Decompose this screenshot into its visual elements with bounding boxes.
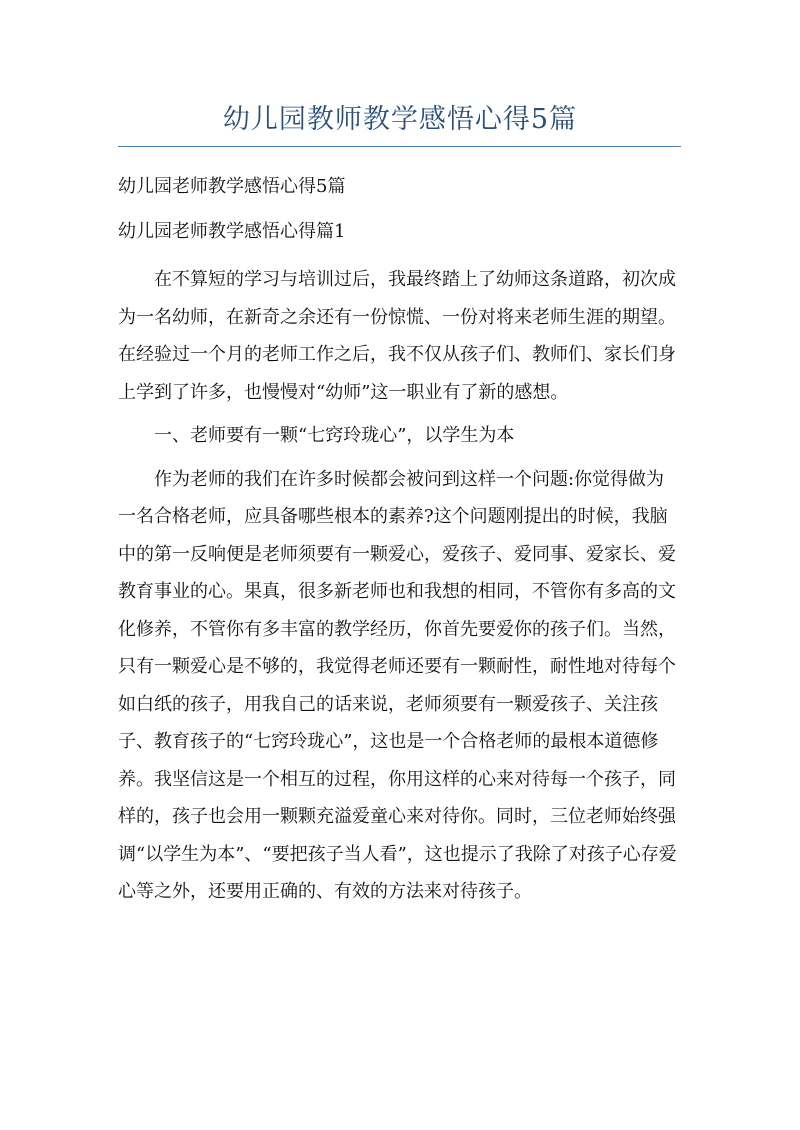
subheading-collection: 幼儿园老师教学感悟心得5篇 (118, 176, 346, 197)
section-heading-1: 一、老师要有一颗“七窍玲珑心”，以学生为本 (154, 425, 515, 446)
title-underline (118, 146, 681, 147)
subheading-article-1: 幼儿园老师教学感悟心得篇1 (118, 221, 346, 242)
paragraph-section-1: 作为老师的我们在许多时候都会被问到这样一个问题:你觉得做为一名合格老师，应具备哪些根本的素养?这个问题刚提出的时候，我脑中的第一反响便是老师须要有一颗爱心，爱孩子、爱同事、爱家长、爱教育事业的心。果真，很多新老师也和我想的相同，不管你有多高的文化修养，不管你有多丰富的教学经历，你首先要爱你的孩子们。当然，只有一颗爱心是不够的，我觉得老师还要有一颗耐性，耐性地对待每个如白纸的孩子，用我自己的话来说，老师须要有一颗爱孩子、关注孩子、教育孩子的“七窍玲珑心”，这也是一个合格老师的最根本道德修养。我坚信这是一个相互的过程，你用这样的心来对待每一个孩子，同样的，孩子也会用一颗颗充溢爱童心来对待你。同时，三位老师始终强调“以学生为本”、“要把孩子当人看”，这也提示了我除了对孩子心存爱心等之外，还要用正确的、有效的方法来对待孩子。 (118, 468, 677, 902)
document-body (118, 171, 681, 917)
document-title: 幼儿园教师教学感悟心得5篇 (222, 104, 578, 135)
paragraph-intro: 在不算短的学习与培训过后，我最终踏上了幼师这条道路，初次成为一名幼师，在新奇之余还有一份惊慌、一份对将来老师生涯的期望。在经验过一个月的老师工作之后，我不仅从孩子们、教师们、家长们身上学到了许多，也慢慢对“幼师”这一职业有了新的感想。 (118, 269, 676, 403)
